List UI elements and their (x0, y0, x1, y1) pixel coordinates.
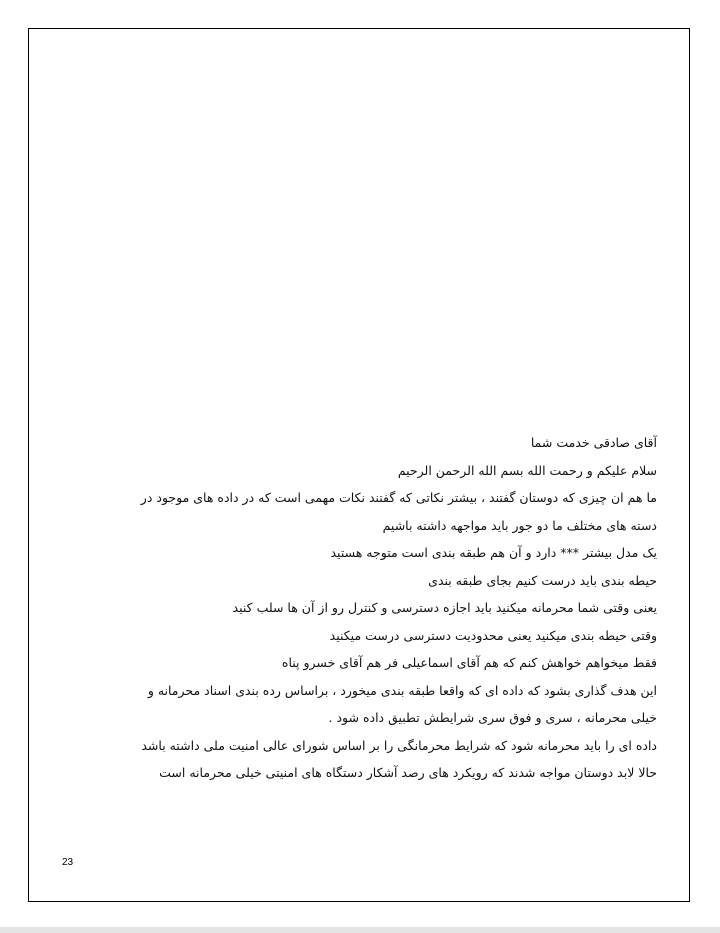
page-number: 23 (62, 857, 74, 868)
text-line: وقتی حیطه بندی میکنید یعنی محدودیت دسترسی درست میکنید (329, 627, 657, 643)
text-line: حیطه بندی باید درست کنیم بجای طبقه بندی (428, 572, 657, 588)
text-line: یک مدل بیشتر *** دارد و آن هم طبقه بندی است متوجه هستید (330, 545, 657, 560)
text-line: دسته های مختلف ما دو جور باید مواجهه داشته باشیم (382, 517, 657, 533)
text-line: فقط میخواهم خواهش کنم که هم آقای اسماعیلی فر هم آقای خسرو پناه (281, 655, 657, 670)
text-line: داده ای را باید محرمانه شود که شرایط محرمانگی را بر اساس شورای عالی امنیت ملی داشته باشد (141, 737, 657, 753)
text-line: حالا لابد دوستان مواجه شدند که رویکرد های رصد آشکار دستگاه های امنیتی خیلی محرمانه است (159, 765, 657, 780)
bottom-scroll-strip (0, 927, 720, 933)
text-line: ما هم ان چیزی که دوستان گفتند ، بیشتر نکاتی که گفتند نکات مهمی است که در داده های موجود در (140, 490, 657, 505)
document-page (28, 28, 690, 902)
text-line: سلام علیکم و رحمت الله بسم الله الرحمن الرحیم (397, 462, 657, 478)
text-line: این هدف گذاری بشود که داده ای که واقعا طبقه بندی میخورد ، براساس رده بندی اسناد محرمانه و (147, 682, 657, 698)
document-body (63, 429, 657, 787)
text-line: خیلی محرمانه ، سری و فوق سری شرایطش تطبیق داده شود . (328, 710, 657, 725)
text-line: یعنی وقتی شما محرمانه میکنید باید اجازه دسترسی و کنترل رو از آن ها سلب کنید (232, 600, 657, 615)
text-line-greeting: آقای صادقی خدمت شما (530, 435, 657, 450)
